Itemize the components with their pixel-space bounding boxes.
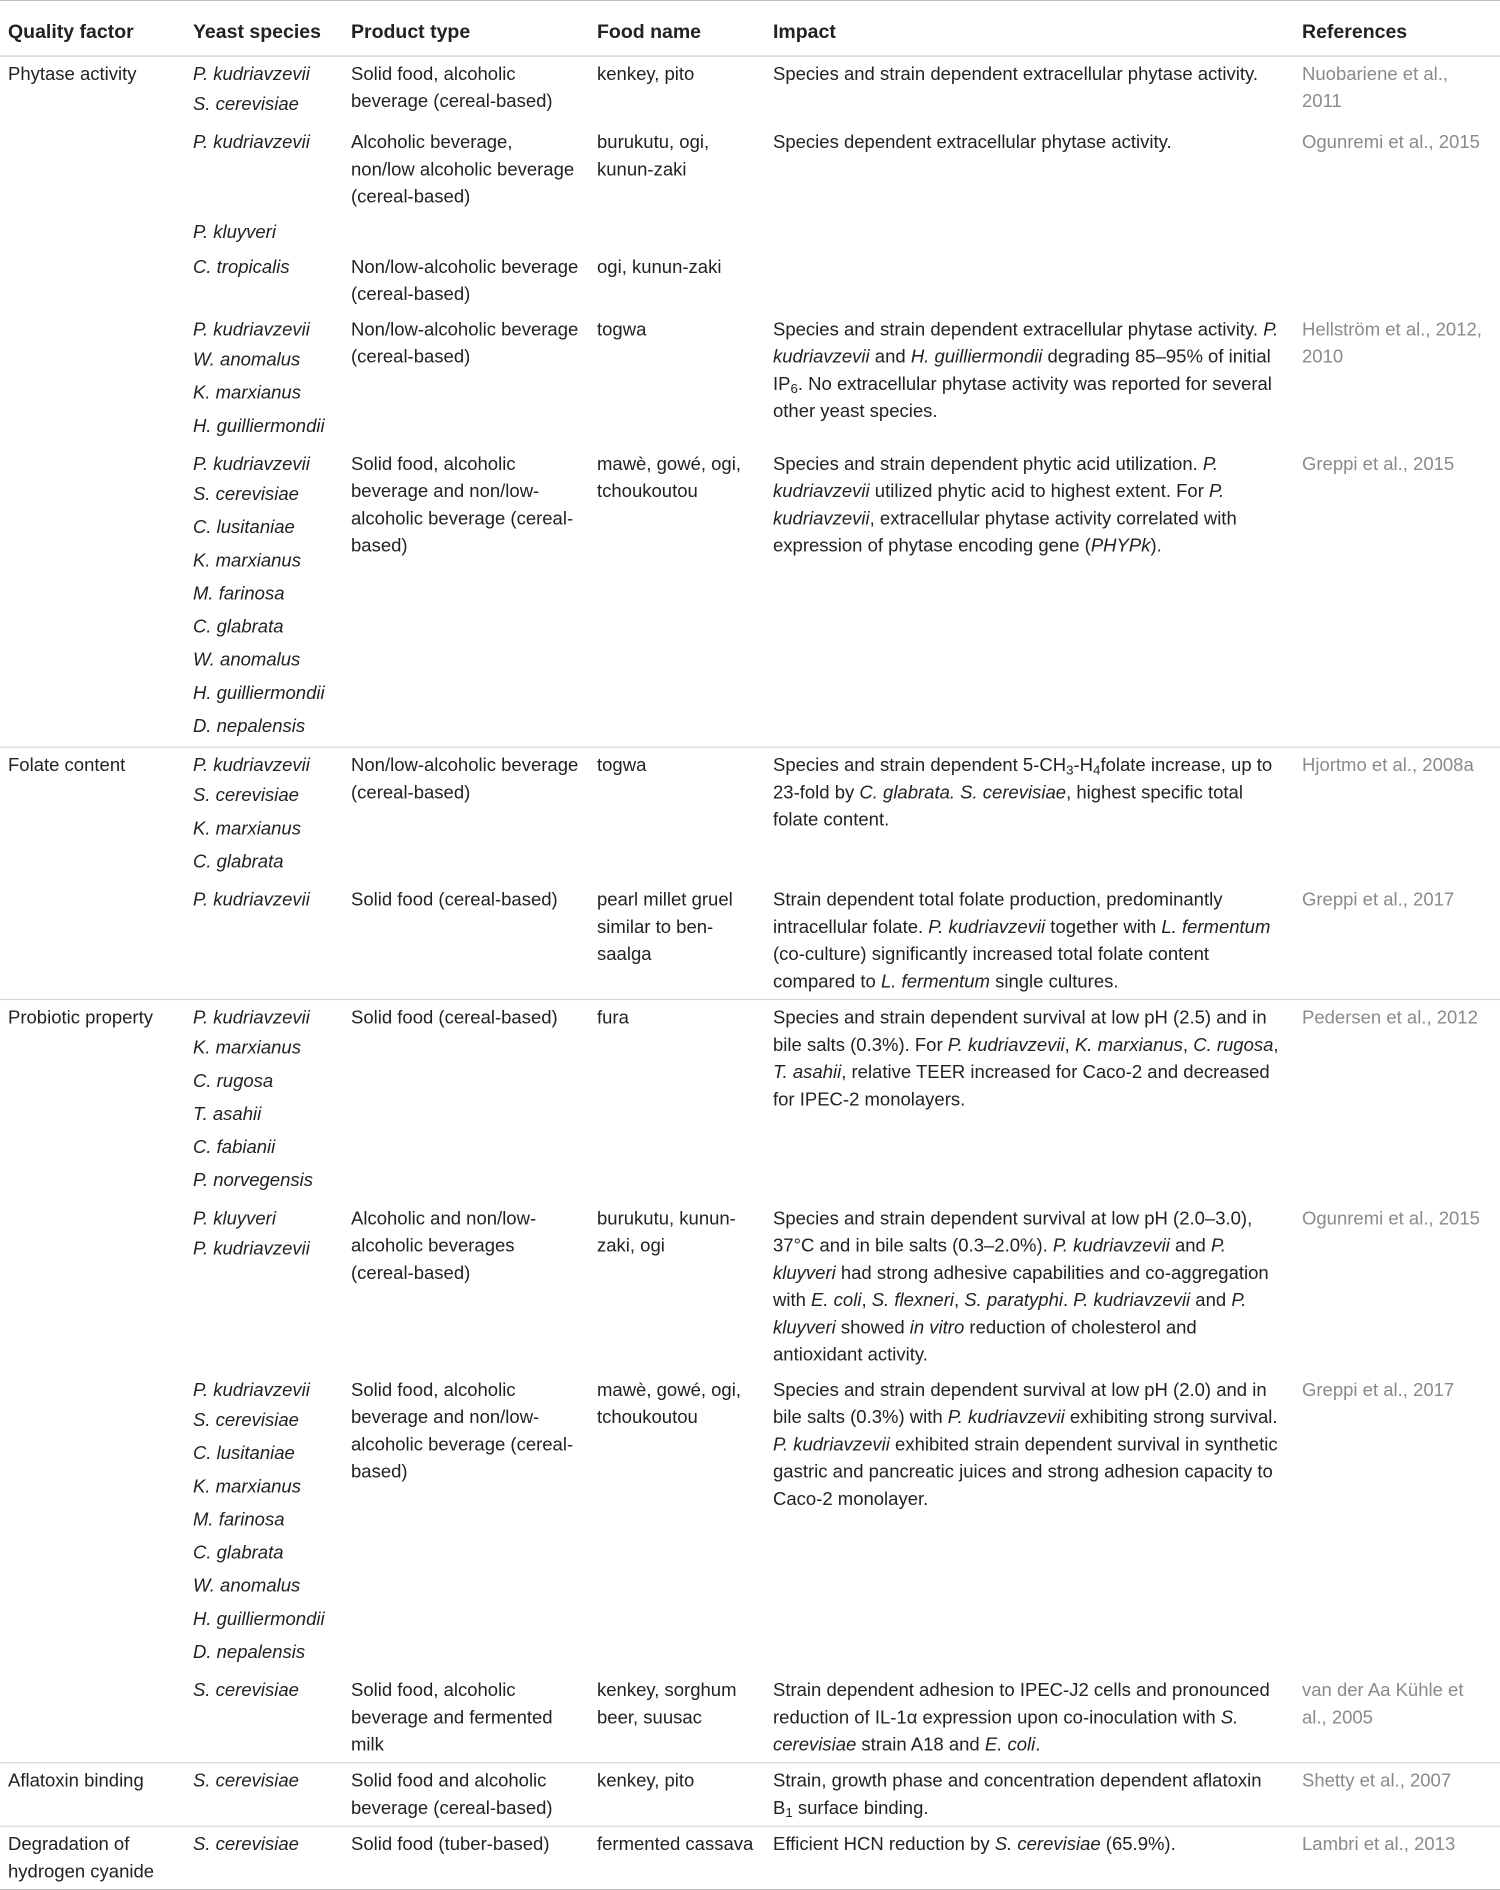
reference-cell: Lambri et al., 2013	[1294, 1826, 1500, 1889]
impact-text: P. kluyveri	[773, 1289, 1247, 1338]
yeast-species-item: S. cerevisiae	[193, 1409, 299, 1430]
impact-text: exhibiting strong survival.	[1064, 1406, 1278, 1428]
reference-cell	[1294, 250, 1500, 312]
yeast-species-item: S. cerevisiae	[193, 784, 299, 806]
product-type-cell: Solid food, alcoholic beverage and fermented milk	[351, 1679, 553, 1755]
impact-text: H. guilliermondii	[910, 346, 1043, 367]
yeast-species-item: T. asahii	[193, 1103, 262, 1124]
impact-text: ,	[953, 1289, 965, 1311]
header-row	[0, 0, 1500, 56]
food-name-cell: fura	[589, 1000, 765, 1201]
impact-text: P. kudriavzevii	[773, 480, 1225, 529]
impact-text: Species dependent extracellular phytase activity.	[773, 131, 1172, 153]
table-row	[0, 1673, 1500, 1763]
yeast-species-item: H. guilliermondii	[193, 682, 325, 703]
quality-factor-cell: Degradation of hydrogen cyanide	[0, 1826, 185, 1889]
impact-text: , relative TEER increased for Caco-2 and decreased for IPEC-2 monolayers.	[773, 1061, 1270, 1110]
impact-text: (co-culture) significantly increased total folate content compared to	[773, 943, 1209, 992]
yeast-species-item: S. cerevisiae	[193, 1679, 299, 1700]
food-name-cell: togwa	[589, 747, 765, 882]
product-type-cell: Alcoholic beverage, non/low alcoholic beverage (cereal-based)	[351, 131, 575, 207]
food-name-cell: ogi, kunun-zaki	[597, 256, 722, 277]
impact-text: surface binding.	[792, 1797, 929, 1818]
yeast-species-cell	[185, 747, 343, 882]
impact-text: P. kudriavzevii	[773, 1433, 890, 1455]
quality-factor-cell: Aflatoxin binding	[0, 1763, 185, 1826]
impact-text: Strain dependent adhesion to IPEC-J2 cells and pronounced reduction of IL-1α expression upon co-inoculation with	[773, 1679, 1270, 1728]
table-body	[0, 56, 1500, 1889]
yeast-species-cell	[185, 56, 343, 125]
impact-text: Species and strain dependent phytic acid utilization.	[773, 453, 1203, 474]
table-row	[0, 1201, 1500, 1373]
yeast-species-item: W. anomalus	[193, 649, 301, 670]
yeast-species-item: S. cerevisiae	[193, 483, 299, 504]
product-type-cell: Solid food (cereal-based)	[343, 1000, 589, 1201]
yeast-species-item: C. lusitaniae	[193, 1442, 295, 1464]
impact-text: S. paratyphi	[964, 1289, 1063, 1311]
table-row	[0, 1826, 1500, 1889]
impact-text: P. kluyveri	[773, 1234, 1227, 1283]
impact-text: , highest specific total folate content.	[773, 781, 1243, 830]
yeast-species-item: S. cerevisiae	[193, 1833, 299, 1854]
reference-cell: Shetty et al., 2007	[1294, 1763, 1500, 1826]
impact-text: strain A18 and	[856, 1734, 985, 1755]
yeast-species-cell	[185, 1673, 343, 1763]
impact-text: . No extracellular phytase activity was reported for several other yeast species.	[773, 373, 1272, 422]
product-type-cell	[343, 214, 589, 249]
impact-text: S. cerevisiae	[994, 1833, 1101, 1854]
impact-text: Species and strain dependent 5-CH	[773, 754, 1067, 775]
yeast-species-cell	[185, 125, 343, 215]
product-type-cell: Solid food (tuber-based)	[343, 1826, 589, 1889]
yeast-species-cell	[185, 1000, 343, 1201]
product-type-cell: Solid food and alcoholic beverage (cereal-based)	[343, 1763, 589, 1826]
table-row	[0, 250, 1500, 312]
yeast-species-item: C. rugosa	[193, 1070, 274, 1091]
impact-text: and	[869, 346, 911, 367]
impact-subscript: 6	[790, 381, 798, 397]
yeast-species-item: P. kudriavzevii	[193, 1237, 310, 1259]
food-name-cell: burukutu, ogi, kunun-zaki	[597, 131, 710, 180]
yeast-species-item: P. kudriavzevii	[193, 888, 310, 910]
table-row	[0, 312, 1500, 447]
quality-factor-cell: Phytase activity	[8, 63, 137, 84]
reference-cell	[1294, 214, 1500, 249]
reference-cell: Ogunremi et al., 2015	[1302, 131, 1480, 153]
impact-text: ).	[1150, 535, 1162, 556]
impact-cell	[765, 214, 1294, 249]
yeast-species-cell	[185, 312, 343, 447]
header-impact: Impact	[765, 0, 1294, 56]
impact-text: P. kudriavzevii	[947, 1034, 1065, 1055]
impact-cell	[765, 312, 1294, 447]
impact-text: in vitro	[909, 1316, 965, 1338]
yeast-species-cell	[185, 214, 343, 249]
yeast-species-item: P. kudriavzevii	[193, 63, 310, 84]
food-name-cell: kenkey, pito	[589, 1763, 765, 1826]
impact-cell	[765, 1763, 1294, 1826]
yeast-species-item: S. cerevisiae	[193, 1770, 299, 1791]
table-row	[0, 214, 1500, 249]
food-name-cell	[589, 214, 765, 249]
impact-text: Strain, growth phase and concentration dependent aflatoxin B	[773, 1770, 1262, 1818]
impact-text: single cultures.	[989, 970, 1119, 992]
table-row	[0, 747, 1500, 882]
yeast-species-item: W. anomalus	[193, 1575, 301, 1596]
impact-text: had strong adhesive capabilities and co-aggregation with	[773, 1262, 1269, 1311]
quality-factor-cell	[0, 214, 185, 249]
impact-text: ,	[1064, 1034, 1075, 1055]
impact-text: P. kudriavzevii	[928, 916, 1046, 937]
quality-factor-cell	[0, 1201, 185, 1373]
yeast-species-item: H. guilliermondii	[193, 415, 325, 436]
table-row	[0, 1372, 1500, 1672]
food-name-cell: burukutu, kunun-zaki, ogi	[597, 1207, 736, 1256]
product-type-cell: Solid food, alcoholic beverage and non/low-alcoholic beverage (cereal-based)	[351, 453, 574, 556]
table-row	[0, 882, 1500, 999]
table-row	[0, 1763, 1500, 1826]
impact-cell	[765, 1372, 1294, 1672]
yeast-species-item: C. glabrata	[193, 850, 284, 872]
quality-factor-cell: Folate content	[0, 747, 185, 882]
yeast-species-item: C. lusitaniae	[193, 516, 295, 538]
impact-text: P. kudriavzevii	[1073, 1289, 1191, 1311]
table-row	[0, 1000, 1500, 1201]
impact-text: Efficient HCN reduction by	[773, 1833, 995, 1854]
yeast-species-item: M. farinosa	[193, 582, 285, 604]
food-name-cell: kenkey, pito	[597, 63, 695, 84]
impact-text: K. marxianus	[1074, 1034, 1183, 1055]
product-type-cell: Non/low-alcoholic beverage (cereal-based)	[351, 256, 579, 305]
impact-text: exhibited strain dependent survival in synthetic gastric and pancreatic juices and strong adhesion capacity to Caco-2 monolayer.	[773, 1433, 1278, 1509]
product-type-cell: Solid food, alcoholic beverage (cereal-based)	[351, 63, 553, 112]
reference-cell: Ogunremi et al., 2015	[1302, 1207, 1480, 1229]
impact-cell	[765, 250, 1294, 312]
yeast-species-item: K. marxianus	[193, 1037, 301, 1058]
yeast-species-item: S. cerevisiae	[193, 93, 299, 115]
impact-text: , extracellular phytase activity correlated with expression of phytase encoding gene (	[773, 507, 1237, 556]
yeast-species-cell	[185, 1763, 343, 1826]
impact-text: L. fermentum	[1161, 916, 1271, 937]
reference-cell: Greppi et al., 2015	[1302, 453, 1455, 474]
yeast-species-item: P. kudriavzevii	[193, 131, 310, 153]
impact-subscript: 4	[1093, 762, 1101, 778]
impact-cell	[765, 1201, 1294, 1373]
impact-text: degrading 85–95% of initial IP	[773, 346, 1271, 394]
yeast-species-item: K. marxianus	[193, 382, 301, 403]
impact-text: utilized phytic acid to highest extent. For	[869, 480, 1209, 502]
impact-text: S. cerevisiae	[773, 1706, 1239, 1755]
impact-text: and	[1190, 1289, 1232, 1311]
impact-cell	[765, 56, 1294, 125]
header-quality-factor: Quality factor	[0, 0, 185, 56]
impact-text: E. coli	[811, 1289, 862, 1311]
impact-text: Species and strain dependent survival at low pH (2.0–3.0), 37°C and in bile salts (0.3–2.0%).	[773, 1207, 1253, 1256]
product-type-cell: Non/low-alcoholic beverage (cereal-based)	[343, 747, 589, 882]
impact-text: PHYPk	[1090, 535, 1151, 556]
food-name-cell: fermented cassava	[589, 1826, 765, 1889]
food-name-cell: togwa	[597, 318, 647, 340]
impact-cell	[765, 882, 1294, 999]
reference-cell: van der Aa Kühle et al., 2005	[1302, 1679, 1464, 1728]
yeast-species-item: P. kudriavzevii	[193, 1379, 310, 1400]
impact-text: .	[1035, 1734, 1041, 1755]
yeast-species-cell	[185, 1201, 343, 1373]
quality-factor-cell	[0, 446, 185, 747]
impact-text: folate increase, up to 23-fold by	[773, 754, 1273, 803]
impact-text: showed	[835, 1316, 910, 1338]
yeast-species-item: P. norvegensis	[193, 1169, 313, 1191]
impact-text: P. kudriavzevii	[773, 318, 1279, 367]
impact-text: P. kudriavzevii	[1052, 1234, 1170, 1256]
yeast-species-item: C. glabrata	[193, 1542, 284, 1563]
table-row	[0, 56, 1500, 125]
food-name-cell: pearl millet gruel similar to ben-saalga	[597, 888, 733, 965]
yeast-species-item: P. kudriavzevii	[193, 754, 310, 775]
yeast-species-item: P. kluyveri	[193, 221, 276, 242]
yeast-species-item: W. anomalus	[193, 348, 301, 370]
impact-text: Strain dependent total folate production, predominantly intracellular folate.	[773, 888, 1223, 937]
reference-cell: Nuobariene et al., 2011	[1302, 63, 1449, 112]
quality-factor-cell: Probiotic property	[0, 1000, 185, 1201]
impact-text: .	[1063, 1289, 1074, 1311]
yeast-species-item: C. glabrata	[193, 616, 284, 637]
yeast-species-item: K. marxianus	[193, 1475, 301, 1497]
impact-subscript: 3	[1066, 762, 1074, 778]
impact-text: C. glabrata. S. cerevisiae	[859, 781, 1067, 803]
yeast-species-item: K. marxianus	[193, 549, 301, 571]
impact-text: Species and strain dependent extracellular phytase activity.	[773, 318, 1264, 340]
yeast-species-item: D. nepalensis	[193, 1641, 306, 1662]
reference-cell: Hjortmo et al., 2008a	[1294, 747, 1500, 882]
yeast-species-item: M. farinosa	[193, 1508, 285, 1530]
impact-text: -H	[1073, 754, 1094, 775]
header-product-type: Product type	[343, 0, 589, 56]
product-type-cell: Solid food, alcoholic beverage and non/low-alcoholic beverage (cereal-based)	[351, 1379, 574, 1482]
impact-cell	[765, 446, 1294, 747]
yeast-species-cell	[185, 250, 343, 312]
impact-text: ,	[1182, 1034, 1194, 1055]
product-type-cell: Non/low-alcoholic beverage (cereal-based)	[351, 318, 579, 367]
impact-text: ,	[1273, 1034, 1279, 1055]
impact-text: Species and strain dependent survival at low pH (2.5) and in bile salts (0.3%). For	[773, 1006, 1267, 1055]
yeast-species-item: D. nepalensis	[193, 715, 306, 736]
yeast-species-cell	[185, 1372, 343, 1672]
impact-text: L. fermentum	[880, 970, 990, 992]
product-type-cell: Alcoholic and non/low-alcoholic beverages (cereal-based)	[351, 1207, 537, 1283]
yeast-species-item: K. marxianus	[193, 817, 301, 839]
header-references: References	[1294, 0, 1500, 56]
impact-cell	[765, 1000, 1294, 1201]
quality-factor-cell	[0, 882, 185, 999]
reference-cell: Greppi et al., 2017	[1302, 888, 1455, 910]
impact-cell	[765, 1826, 1294, 1889]
quality-factor-cell	[0, 1372, 185, 1672]
impact-text: reduction of cholesterol and antioxidant activity.	[773, 1316, 1197, 1365]
quality-factor-cell	[0, 312, 185, 447]
yeast-species-item: P. kudriavzevii	[193, 453, 310, 474]
impact-text: together with	[1045, 916, 1162, 937]
impact-cell	[765, 1673, 1294, 1763]
yeast-species-item: C. tropicalis	[193, 256, 290, 277]
yeast-species-item: C. fabianii	[193, 1136, 276, 1158]
quality-factor-cell	[0, 1673, 185, 1763]
food-name-cell: mawè, gowé, ogi, tchoukoutou	[597, 1379, 741, 1428]
impact-cell	[765, 125, 1294, 215]
food-name-cell: mawè, gowé, ogi, tchoukoutou	[597, 453, 741, 502]
impact-text: ,	[861, 1289, 872, 1311]
impact-subscript: 1	[785, 1805, 793, 1821]
table-row	[0, 446, 1500, 747]
yeast-species-item: P. kudriavzevii	[193, 1006, 310, 1028]
impact-text: T. asahii	[773, 1061, 842, 1082]
impact-text: and	[1169, 1234, 1211, 1256]
impact-text: Species and strain dependent extracellular phytase activity.	[773, 63, 1259, 84]
impact-text: (65.9%).	[1100, 1833, 1176, 1854]
yeast-species-cell	[185, 882, 343, 999]
impact-text: P. kudriavzevii	[947, 1406, 1065, 1428]
yeast-species-cell	[185, 1826, 343, 1889]
impact-text: Species and strain dependent survival at low pH (2.0) and in bile salts (0.3%) with	[773, 1379, 1267, 1428]
impact-text: S. flexneri	[871, 1289, 954, 1311]
table-row	[0, 125, 1500, 215]
reference-cell: Greppi et al., 2017	[1302, 1379, 1455, 1400]
product-type-cell: Solid food (cereal-based)	[351, 888, 558, 910]
header-yeast-species: Yeast species	[185, 0, 343, 56]
impact-text: E. coli	[984, 1734, 1036, 1755]
impact-cell	[765, 747, 1294, 882]
impact-text: C. rugosa	[1193, 1034, 1274, 1055]
food-name-cell: kenkey, sorghum beer, suusac	[597, 1679, 737, 1728]
yeast-species-item: H. guilliermondii	[193, 1608, 325, 1629]
header-food-name: Food name	[589, 0, 765, 56]
quality-factor-cell	[0, 250, 185, 312]
reference-cell: Hellström et al., 2012, 2010	[1302, 318, 1482, 367]
reference-cell: Pedersen et al., 2012	[1294, 1000, 1500, 1201]
yeast-species-cell	[185, 446, 343, 747]
yeast-species-item: P. kudriavzevii	[193, 318, 310, 340]
quality-factor-cell	[0, 125, 185, 215]
impact-text: P. kudriavzevii	[773, 453, 1218, 502]
yeast-species-item: P. kluyveri	[193, 1207, 276, 1229]
